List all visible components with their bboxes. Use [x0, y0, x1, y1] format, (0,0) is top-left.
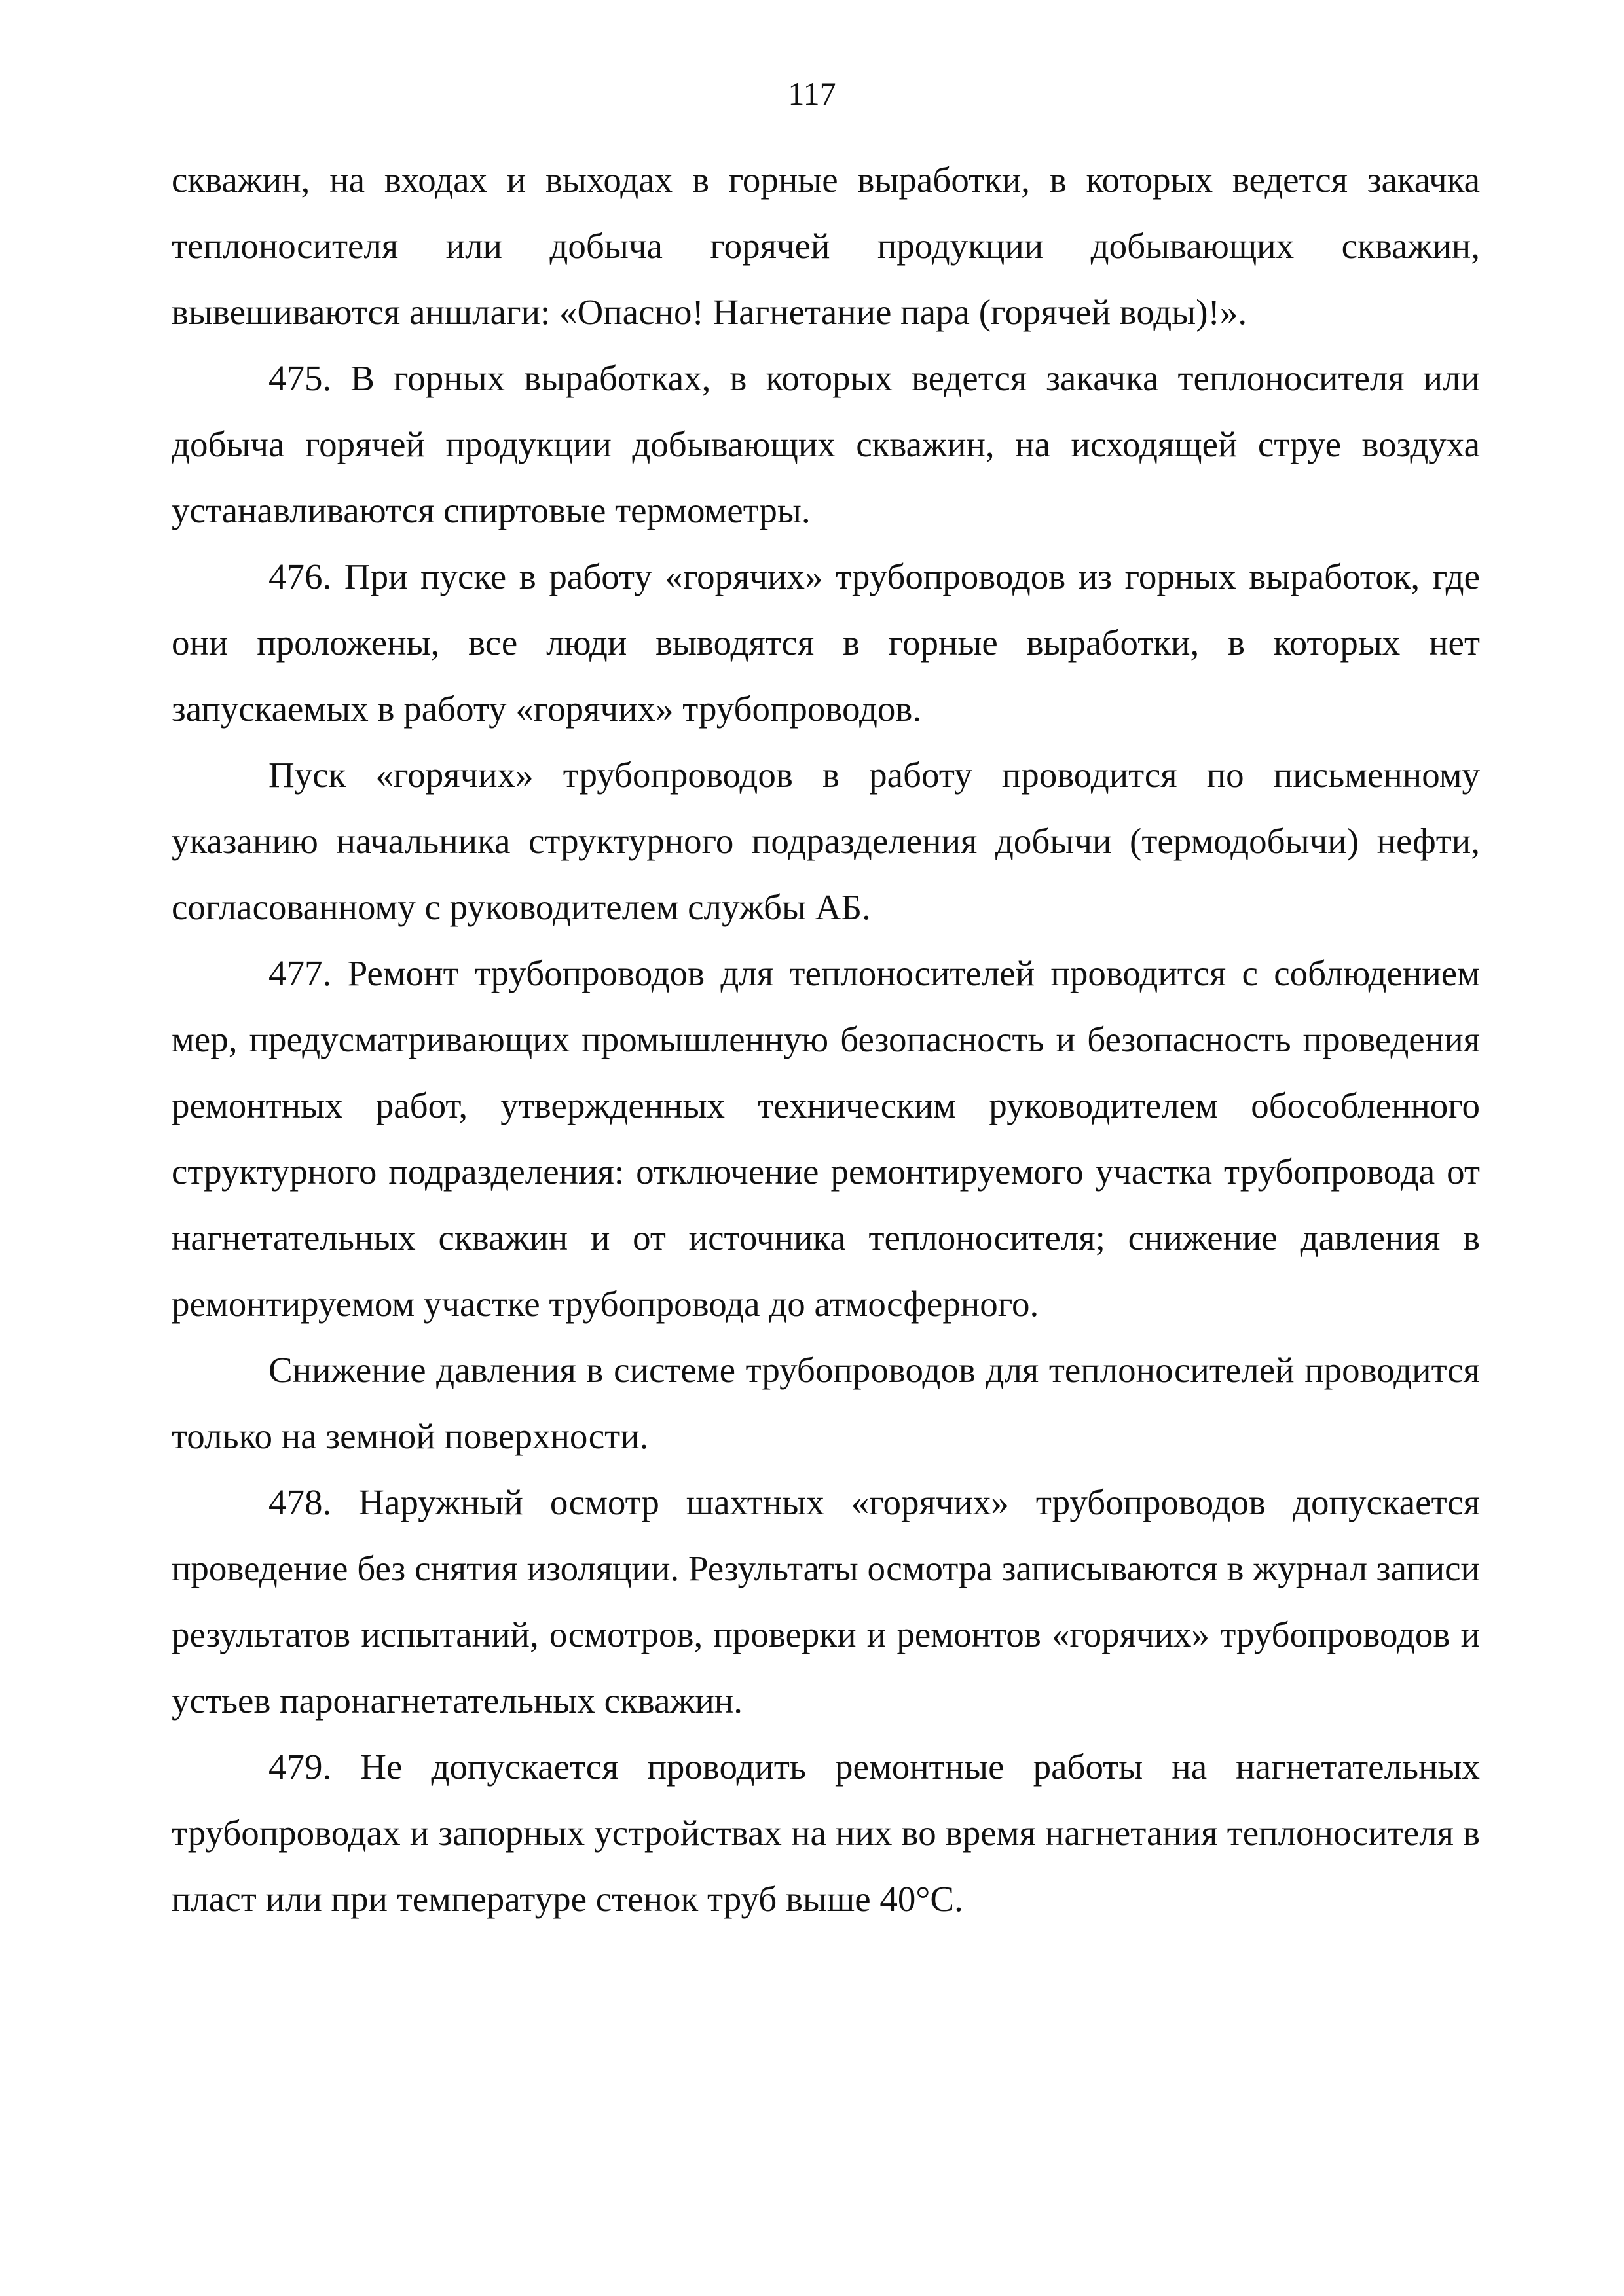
- paragraph-479: 479. Не допускается проводить ремонтные работы на нагнетательных трубопроводах и запорных устройствах на них во время нагнетания теплоносителя в пласт или при температуре стенок труб выше 40°С.: [172, 1747, 1480, 1919]
- paragraph-476: 476. При пуске в работу «горячих» трубопроводов из горных выработок, где они проложены, все люди выводятся в горные выработки, в которых нет запускаемых в работу «горячих» трубопроводов.: [172, 556, 1480, 729]
- page-number: 117: [788, 75, 836, 112]
- body-text: [172, 147, 1480, 1932]
- paragraph-475: 475. В горных выработках, в которых ведется закачка теплоносителя или добыча горячей продукции добывающих скважин, на исходящей струе воздуха устанавливаются спиртовые термометры.: [172, 358, 1480, 530]
- paragraph-continuation: скважин, на входах и выходах в горные выработки, в которых ведется закачка теплоносителя или добыча горячей продукции добывающих скважин, вывешиваются аншлаги: «Опасно! Нагнетание пара (горячей воды)!».: [172, 160, 1480, 332]
- paragraph-476-launch: Пуск «горячих» трубопроводов в работу проводится по письменному указанию начальника структурного подразделения добычи (термодобычи) нефти, согласованному с руководителем службы АБ.: [172, 755, 1480, 927]
- paragraph-477: 477. Ремонт трубопроводов для теплоносителей проводится с соблюдением мер, предусматривающих промышленную безопасность и безопасность проведения ремонтных работ, утвержденных техническим руководителем обособленного структурного подразделения: отключение ремонтируемого участка трубопровода от нагнетательных скважин и от источника теплоносителя; снижение давления в ремонтируемом участке трубопровода до атмосферного.: [172, 953, 1480, 1324]
- paragraph-477-pressure: Снижение давления в системе трубопроводов для теплоносителей проводится только на земной поверхности.: [172, 1350, 1480, 1456]
- paragraph-478: 478. Наружный осмотр шахтных «горячих» трубопроводов допускается проведение без снятия изоляции. Результаты осмотра записываются в журнал записи результатов испытаний, осмотров, проверки и ремонтов «горячих» трубопроводов и устьев паронагнетательных скважин.: [172, 1482, 1480, 1721]
